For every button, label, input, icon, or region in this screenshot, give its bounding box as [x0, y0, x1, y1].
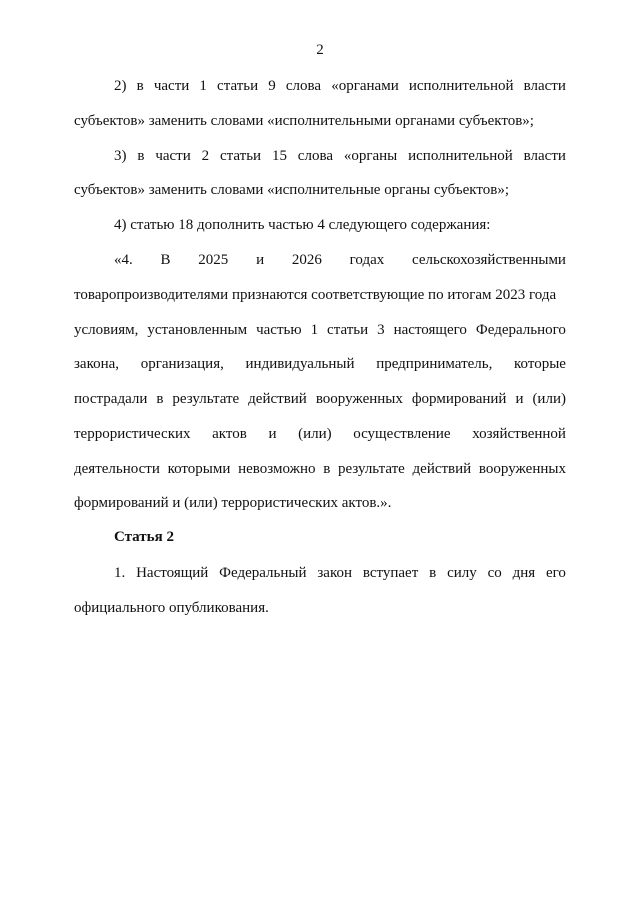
word: и [256, 252, 265, 268]
word: «4. [114, 252, 133, 268]
word: террористических [74, 426, 191, 442]
word: в [136, 78, 144, 94]
article-2-para-line-1 [114, 563, 566, 583]
word: 15 [271, 148, 287, 164]
word: индивидуальный [245, 356, 355, 372]
word: в [323, 461, 331, 477]
article-2-heading: Статья 2 [114, 529, 174, 545]
word: вступает [362, 565, 419, 581]
word: установленным [147, 322, 248, 338]
quote-line-2: товаропроизводителями признаются соответствующие по итогам 2023 года [74, 287, 557, 303]
item-2-line-1 [114, 76, 566, 96]
word: силу [447, 565, 477, 581]
quote-line-6 [74, 424, 566, 444]
word: части [155, 148, 191, 164]
word: вооруженных [478, 461, 566, 477]
word: условиям, [74, 322, 139, 338]
word: слова [285, 78, 322, 94]
word: 2025 [198, 252, 229, 268]
word: власти [523, 78, 566, 94]
word: организация, [140, 356, 224, 372]
quote-line-1 [114, 250, 566, 270]
word: (или) [532, 391, 566, 407]
word: статьи [327, 322, 369, 338]
word: результате [172, 391, 240, 407]
quote-line-5 [74, 389, 566, 409]
word: предприниматель, [376, 356, 493, 372]
quote-line-3 [74, 320, 566, 340]
word: Настоящий [136, 565, 209, 581]
word: «органы [343, 148, 398, 164]
quote-line-4 [74, 354, 566, 374]
word: в [156, 391, 164, 407]
word: исполнительной [408, 78, 514, 94]
word: которыми [167, 461, 231, 477]
word: Федеральный [219, 565, 307, 581]
item-3-line-1 [114, 146, 566, 166]
word: хозяйственной [472, 426, 566, 442]
word: закона, [74, 356, 120, 372]
word: закон [317, 565, 353, 581]
word: годах [349, 252, 385, 268]
word: частью [256, 322, 302, 338]
item-4-line: 4) статью 18 дополнить частью 4 следующего содержания: [114, 217, 491, 233]
word: со [487, 565, 502, 581]
word: 1 [310, 322, 319, 338]
word: 3) [114, 148, 127, 164]
word: 1. [114, 565, 126, 581]
word: 2026 [291, 252, 322, 268]
word: 2 [201, 148, 210, 164]
word: 2) [114, 78, 127, 94]
word: Федерального [475, 322, 566, 338]
quote-line-7 [74, 459, 566, 479]
word: исполнительной [408, 148, 513, 164]
word: которые [514, 356, 566, 372]
word: действий [248, 391, 307, 407]
word: дня [512, 565, 536, 581]
word: действий [412, 461, 472, 477]
word: вооруженных [315, 391, 403, 407]
word: в [429, 565, 437, 581]
word: власти [523, 148, 566, 164]
item-3-line-2: субъектов» заменить словами «исполнительные органы субъектов»; [74, 182, 510, 198]
word: и [515, 391, 524, 407]
word: сельскохозяйственными [412, 252, 566, 268]
article-2-para-line-2: официального опубликования. [74, 600, 269, 616]
word: 1 [199, 78, 207, 94]
word: «органами [331, 78, 399, 94]
word: в [137, 148, 145, 164]
quote-line-8: формирований и (или) террористических актов.». [74, 495, 392, 511]
item-2-line-2: субъектов» заменить словами «исполнительными органами субъектов»; [74, 113, 534, 129]
word: В [160, 252, 171, 268]
word: слова [297, 148, 333, 164]
word: пострадали [74, 391, 148, 407]
word: 9 [268, 78, 276, 94]
word: формирований [411, 391, 507, 407]
word: (или) [298, 426, 332, 442]
word: его [546, 565, 566, 581]
word: актов [212, 426, 247, 442]
word: деятельности [74, 461, 160, 477]
word: осуществление [353, 426, 451, 442]
word: 3 [377, 322, 385, 338]
page-number: 2 [316, 42, 324, 58]
word: настоящего [393, 322, 467, 338]
word: и [268, 426, 277, 442]
word: статьи [217, 78, 259, 94]
word: результате [338, 461, 405, 477]
word: части [153, 78, 190, 94]
word: невозможно [238, 461, 316, 477]
word: статьи [219, 148, 262, 164]
